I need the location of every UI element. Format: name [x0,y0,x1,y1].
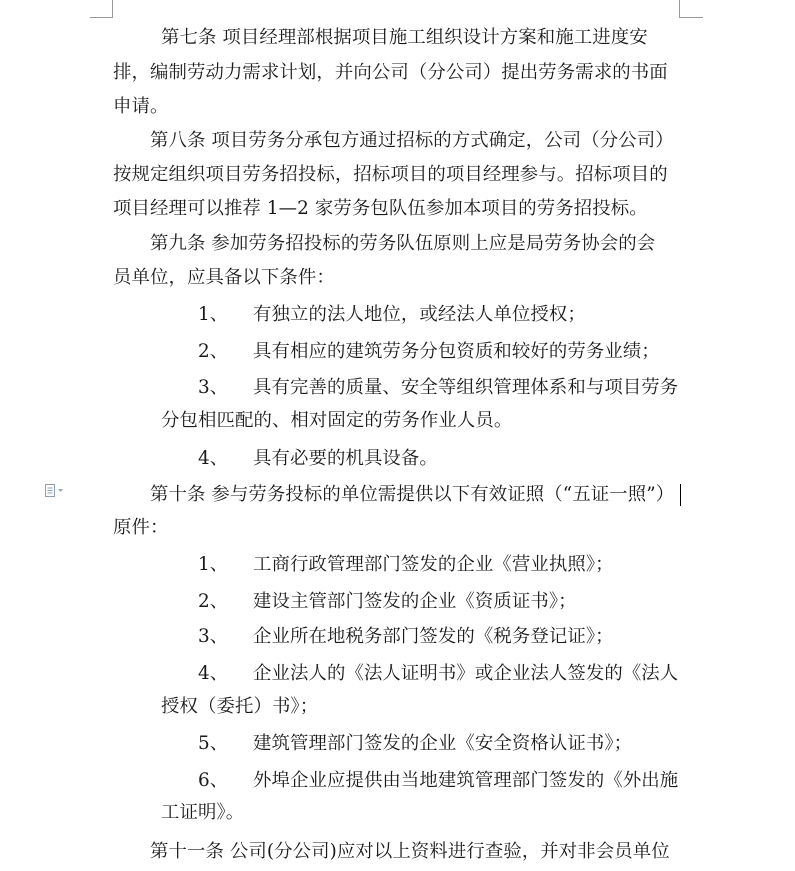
article-8-line-1 [150,129,674,153]
item-text: 具有完善的质量、安全等组织管理体系和与项目劳务 [253,377,679,398]
article-9-item-3 [198,376,678,400]
line-text: 第七条 项目经理部根据项目施工组织设计方案和施工进度安 [161,27,648,48]
line-text: 工证明》。 [161,802,245,823]
crop-mark-right-vertical [679,0,680,18]
item-text: 具有相应的建筑劳务分包资质和较好的劳务业绩； [253,341,660,362]
article-10-item-6 [198,769,678,793]
article-9-item-2 [198,340,660,364]
item-number: 3、 [198,377,229,398]
line-text: 分包相匹配的、相对固定的劳务作业人员。 [161,410,513,431]
item-text: 建筑管理部门签发的企业《安全资格认证书》； [253,733,633,754]
line-text: 员单位，应具备以下条件： [113,267,335,288]
line-text: 排，编制劳动力需求计划，并向公司（分公司）提出劳务需求的书面 [113,62,668,83]
article-7-line-1 [161,26,648,50]
line-text: 按规定组织项目劳务招投标，招标项目的项目经理参与。招标项目的 [113,164,668,185]
item-text: 具有必要的机具设备。 [253,448,438,469]
item-number: 2、 [198,591,229,612]
article-9-item-1 [198,303,586,327]
item-number: 4、 [198,448,229,469]
item-text: 企业法人的《法人证明书》或企业法人签发的《法人 [253,663,679,684]
item-text: 外埠企业应提供由当地建筑管理部门签发的《外出施 [253,770,679,791]
article-7-line-2 [113,61,668,85]
line-text: 申请。 [113,96,169,117]
line-text: 项目经理可以推荐 1—2 家劳务包队伍参加本项目的劳务招投标。 [113,198,648,219]
article-10-line-1 [150,483,674,507]
item-number: 5、 [198,733,229,754]
item-text: 建设主管部门签发的企业《资质证书》； [253,591,577,612]
article-10-item-5 [198,732,632,756]
item-text: 工商行政管理部门签发的企业《营业执照》； [253,554,614,575]
item-text: 有独立的法人地位，或经法人单位授权； [253,304,586,325]
line-text: 授权（委托）书》； [161,696,319,717]
article-9-item-3-continued [161,409,512,433]
paragraph-handle-icon[interactable] [44,483,72,499]
article-9-line-2 [113,266,335,290]
line-text: 原件： [113,517,169,538]
item-number: 1、 [198,304,229,325]
article-7-line-3 [113,95,168,119]
article-10-line-2 [113,516,168,540]
article-10-item-3 [198,625,614,649]
item-number: 3、 [198,626,229,647]
line-text: 第八条 项目劳务分承包方通过招标的方式确定，公司（分公司） [150,130,674,151]
article-10-item-1 [198,553,614,577]
crop-mark-right-horizontal [679,17,703,18]
article-9-line-1 [150,232,655,256]
crop-mark-left-vertical [112,0,113,18]
article-10-item-6-continued [161,801,244,825]
article-10-item-2 [198,590,577,614]
item-text: 企业所在地税务部门签发的《税务登记证》； [253,626,614,647]
crop-mark-left-horizontal [90,17,113,18]
article-11-line-1 [150,840,670,864]
article-10-item-4 [198,662,678,686]
article-8-line-3 [113,197,648,221]
item-number: 1、 [198,554,229,575]
line-text: 第十一条 公司(分公司)应对以上资料进行查验，并对非会员单位 [150,841,670,862]
item-number: 2、 [198,341,229,362]
line-text: 第九条 参加劳务招投标的劳务队伍原则上应是局劳务协会的会 [150,233,656,254]
item-number: 4、 [198,663,229,684]
text-cursor [680,484,681,506]
article-10-item-4-continued [161,695,318,719]
line-text: 第十条 参与劳务投标的单位需提供以下有效证照（“五证一照”） [150,484,675,505]
article-9-item-4 [198,447,438,471]
item-number: 6、 [198,770,229,791]
article-8-line-2 [113,163,668,187]
